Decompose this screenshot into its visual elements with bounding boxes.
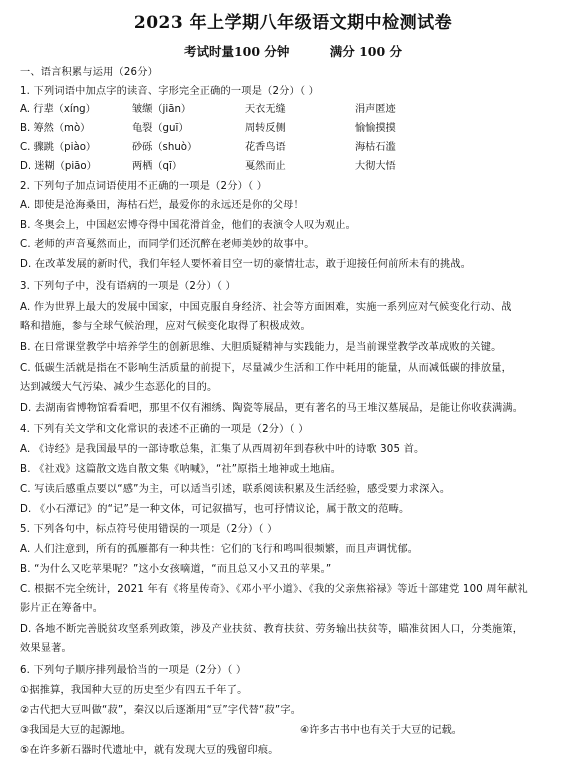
q4-option-d: D. 《小石潭记》的“记”是一种文体，可记叙描写，也可抒情议论，属于散文的范畴。 [20, 504, 410, 515]
q1-row-a-col3: 天衣无缝 [245, 104, 286, 115]
q6-item-3: ③我国是大豆的起源地。 [20, 725, 132, 736]
question-4-stem: 4. 下列有关文学和文化常识的表述不正确的一项是（2分）（ ） [20, 424, 309, 435]
question-5-stem: 5. 下列各句中，标点符号使用错误的一项是（2分）（ ） [20, 524, 278, 535]
q1-row-a-col2: 皱缬（jiān） [132, 104, 192, 115]
question-1-stem: 1. 下列词语中加点字的读音、字形完全正确的一项是（2分）（ ） [20, 86, 320, 97]
q5-option-b: B. “为什么又吃苹果呢？”这小女孩嘀道，“而且总又小又丑的苹果。” [20, 564, 332, 575]
q1-row-d-col2: 两栖（qī） [132, 161, 183, 172]
exam-subtitle [0, 42, 586, 60]
question-6-stem: 6. 下列句子顺序排列最恰当的一项是（2分）（ ） [20, 665, 247, 676]
q4-option-b: B. 《社戏》这篇散文选自散文集《呐喊》，“社”原指土地神或土地庙。 [20, 464, 342, 475]
q2-option-a: A. 即使是沧海桑田，海枯石烂，最爱你的永远还是你的父母！ [20, 200, 304, 211]
q5-option-c-line1: C. 根据不完全统计，2021 年有《将星传奇》、《邓小平小道》、《我的父亲焦裕禄》等近十部建党 100 周年献礼 [20, 584, 528, 595]
q3-option-b: B. 在日常课堂教学中培养学生的创新思维、大胆质疑精神与实践能力，是当前课堂教学改革成败的关键。 [20, 342, 502, 353]
q2-option-d: D. 在改革发展的新时代，我们年轻人要怀着目空一切的豪情壮志，敢于迎接任何前所未有的挑战。 [20, 259, 472, 270]
exam-title: 2023 年上学期八年级语文期中检测试卷 [133, 13, 453, 33]
exam-time: 考试时量100 分钟 [183, 44, 290, 59]
q1-row-d-col4: 大彻大悟 [355, 161, 396, 172]
q5-option-d-line2: 效果显著。 [20, 643, 72, 654]
q2-option-b: B. 冬奥会上，中国赵宏博夺得中国花滑首金，他们的表演令人叹为观止。 [20, 220, 357, 231]
q3-option-c-line2: 达到减缓大气污染、减少生态恶化的目的。 [20, 382, 218, 393]
q3-option-a-line1: A. 作为世界上最大的发展中国家，中国克服自身经济、社会等方面困难，实施一系列应对气候变化行动、战 [20, 302, 512, 313]
q6-item-1: ①据推算，我国种大豆的历史至少有四五千年了。 [20, 685, 248, 696]
q1-row-b-col4: 愉愉摸摸 [355, 123, 396, 134]
q1-row-c-col1: C. 骤跳（piào） [20, 142, 97, 153]
q1-row-a-col4: 涓声匿迹 [355, 104, 396, 115]
q1-row-b-col3: 周转反侧 [245, 123, 286, 134]
section-heading: 一、语言积累与运用（26分） [20, 67, 159, 78]
q5-option-a: A. 人们注意到，所有的孤雁都有一种共性：它们的飞行和鸣叫很频繁，而且声调忧郁。 [20, 544, 419, 555]
q5-option-d-line1: D. 各地不断完善脱贫攻坚系列政策，涉及产业扶贫、教育扶贫、劳务输出扶贫等，瞄准贫困人口，分类施策， [20, 624, 524, 635]
exam-score: 满分 100 分 [329, 44, 403, 59]
q1-row-d-col3: 戛然而止 [245, 161, 286, 172]
q1-row-c-col2: 砂砾（shuò） [132, 142, 198, 153]
q4-option-a: A. 《诗经》是我国最早的一部诗歌总集，汇集了从西周初年到春秋中叶的诗歌 305 首。 [20, 444, 425, 455]
q1-row-b-col2: 龟裂（guī） [132, 123, 189, 134]
q1-row-a-col1: A. 行辈（xíng） [20, 104, 96, 115]
question-3-stem: 3. 下列句子中，没有语病的一项是（2分）（ ） [20, 281, 236, 292]
q6-item-4: ④许多古书中也有关于大豆的记载。 [300, 725, 462, 736]
q3-option-c-line1: C. 低碳生活就是指在不影响生活质量的前提下，尽量减少生活和工作中耗用的能量，从而减低碳的排放量， [20, 363, 513, 374]
q3-option-a-line2: 略和措施，参与全球气候治理，应对气候变化取得了积极成效。 [20, 321, 311, 332]
q1-row-c-col3: 花香鸟语 [245, 142, 286, 153]
q5-option-c-line2: 影片正在筹备中。 [20, 603, 104, 614]
q1-row-d-col1: D. 迷糊（piāo） [20, 161, 97, 172]
q6-item-2: ②古代把大豆叫做“菽”，秦汉以后逐渐用“豆”字代替“菽”字。 [20, 705, 302, 716]
question-2-stem: 2. 下列句子加点词语使用不正确的一项是（2分）（ ） [20, 181, 268, 192]
q2-option-c: C. 老师的声音戛然而止，而同学们还沉醉在老师美妙的故事中。 [20, 239, 315, 250]
q1-row-b-col1: B. 筹然（mò） [20, 123, 91, 134]
q1-row-c-col4: 海枯石滥 [355, 142, 396, 153]
q6-item-5: ⑤在许多新石器时代遗址中，就有发现大豆的残留印痕。 [20, 745, 279, 756]
q4-option-c: C. 写读后感重点要以“感”为主，可以适当引述，联系阅读积累及生活经验，感受要力求深入。 [20, 484, 451, 495]
q3-option-d: D. 去湖南省博物馆看看吧，那里不仅有湘绣、陶瓷等展品，更有著名的马王堆汉墓展品，是能让你收获满满。 [20, 403, 524, 414]
